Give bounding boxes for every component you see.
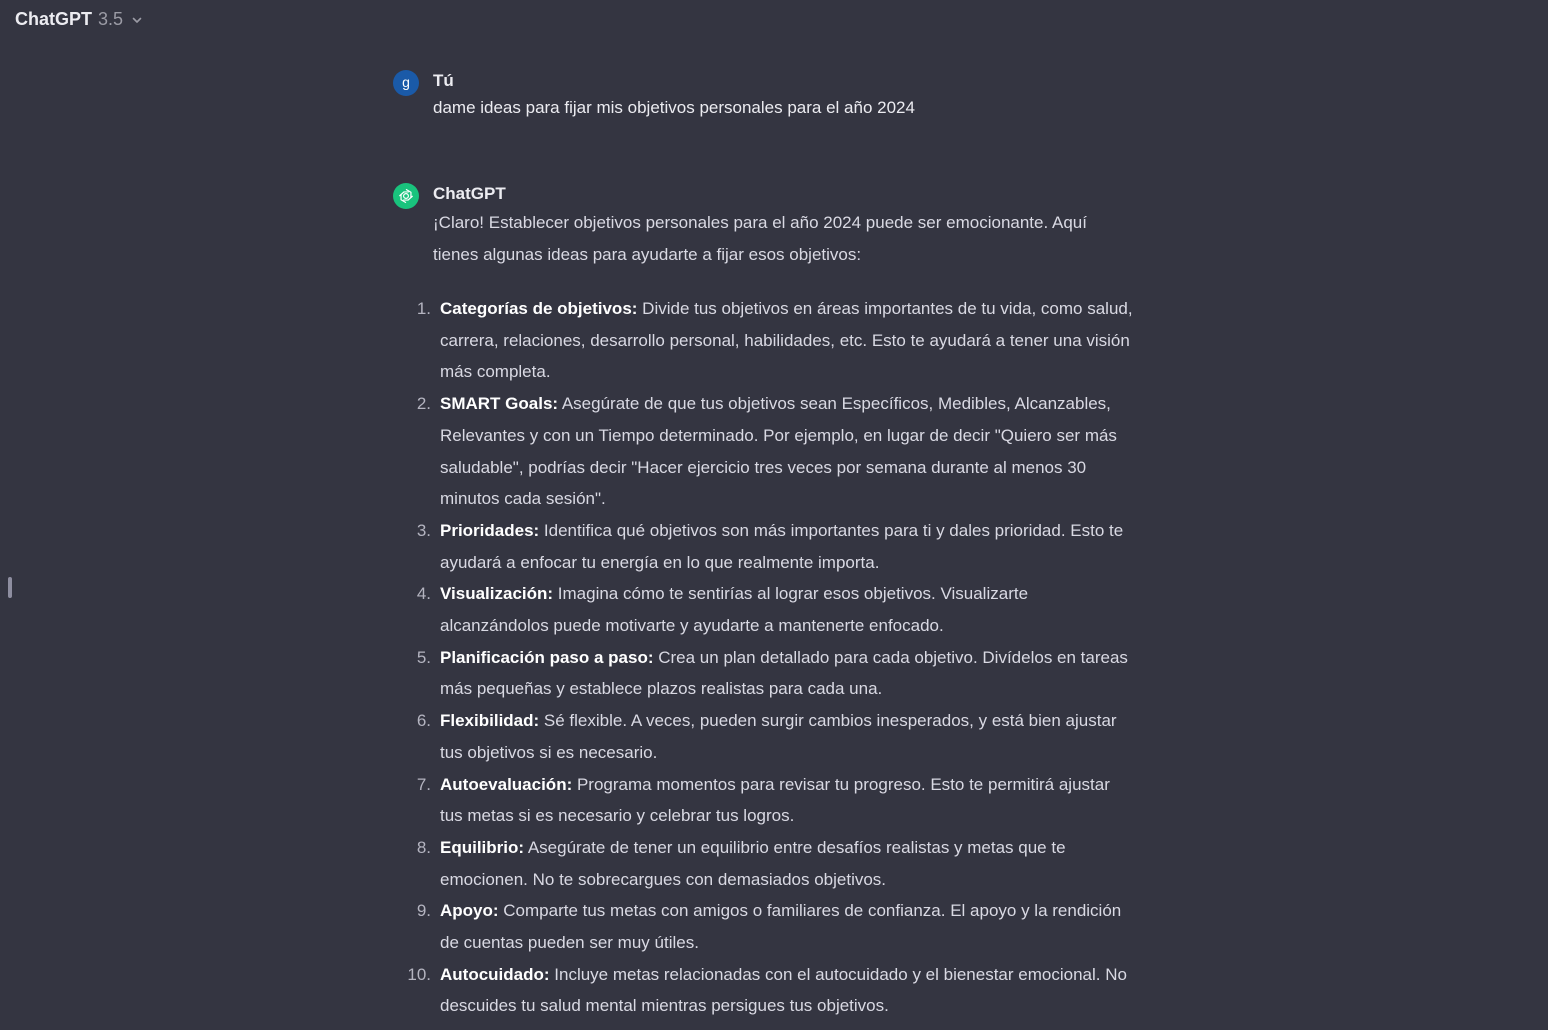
list-item-term: Autocuidado: xyxy=(440,964,550,984)
sidebar-toggle-handle[interactable] xyxy=(8,577,12,598)
list-item xyxy=(416,642,1133,705)
list-item-term: Equilibrio: xyxy=(440,837,525,857)
list-item xyxy=(416,388,1133,515)
list-item xyxy=(416,515,1133,578)
list-item-text: Sé flexible. A veces, pueden surgir cambios inesperados, y está bien ajustar tus objetivos si es necesario. xyxy=(440,711,1117,762)
list-item-text: Asegúrate de tener un equilibrio entre desafíos realistas y metas que te emocionen. No te sobrecargues con demasiados objetivos. xyxy=(440,837,1066,889)
assistant-author-name: ChatGPT xyxy=(433,184,506,203)
list-item-text: Identifica qué objetivos son más importantes para ti y dales prioridad. Esto te ayudará a enfocar tu energía en lo que realmente importa. xyxy=(440,520,1124,572)
list-item-number: 2. xyxy=(416,394,431,414)
assistant-intro-text: ¡Claro! Establecer objetivos personales para el año 2024 puede ser emocionante. Aquí tienes algunas ideas para ayudarte a fijar esos objetivos: xyxy=(433,213,1087,264)
list-item xyxy=(416,578,1133,641)
chevron-down-icon xyxy=(131,14,143,26)
list-item-text: Asegúrate de que tus objetivos sean Específicos, Medibles, Alcanzables, Relevantes y con un Tiempo determinado. Por ejemplo, en lugar de decir "Quiero ser más saludable", podrías decir "Hacer ejercicio tres veces por semana durante al menos 30 minutos cada sesión". xyxy=(440,394,1117,509)
model-name: ChatGPT xyxy=(15,9,93,29)
list-item-term: Visualización: xyxy=(440,584,554,604)
list-item-text: Divide tus objetivos en áreas importantes de tu vida, como salud, carrera, relaciones, desarrollo personal, habilidades, etc. Esto te ayudará a tener una visión más completa. xyxy=(440,299,1133,382)
model-version: 3.5 xyxy=(98,9,124,29)
list-item-text: Programa momentos para revisar tu progreso. Esto te permitirá ajustar tus metas si es necesario y celebrar tus logros. xyxy=(440,774,1110,826)
list-item-term: Flexibilidad: xyxy=(440,711,540,731)
list-item-number: 3. xyxy=(416,520,431,540)
list-item-number: 5. xyxy=(416,647,431,667)
list-item-term: Apoyo: xyxy=(440,901,499,921)
list-item xyxy=(416,293,1133,388)
list-item-number: 10. xyxy=(407,964,431,984)
list-item-number: 6. xyxy=(416,711,431,731)
user-message-text: dame ideas para fijar mis objetivos personales para el año 2024 xyxy=(433,98,915,117)
list-item-text: Imagina cómo te sentirías al lograr esos objetivos. Visualizarte alcanzándolos puede motivarte y ayudarte a mantenerte enfocado. xyxy=(440,584,1029,636)
list-item-term: Categorías de objetivos: xyxy=(440,299,638,318)
conversation-thread xyxy=(393,68,1133,1022)
model-selector[interactable] xyxy=(15,9,143,30)
list-item xyxy=(416,895,1133,958)
list-item-text: Incluye metas relacionadas con el autocuidado y el bienestar emocional. No descuides tu salud mental mientras persigues tus objetivos. xyxy=(440,964,1127,1016)
list-item-term: Prioridades: xyxy=(440,520,540,540)
list-item xyxy=(416,832,1133,895)
list-item-text: Crea un plan detallado para cada objetivo. Divídelos en tareas más pequeñas y establece plazos realistas para cada una. xyxy=(440,647,1128,699)
user-avatar: g xyxy=(393,70,419,96)
list-item-number: 9. xyxy=(416,901,431,921)
list-item-number: 1. xyxy=(416,299,431,318)
ideas-list xyxy=(407,293,1133,1022)
list-item xyxy=(416,769,1133,832)
list-item-text: Comparte tus metas con amigos o familiares de confianza. El apoyo y la rendición de cuentas pueden ser muy útiles. xyxy=(440,901,1122,953)
user-author-name: Tú xyxy=(433,71,454,90)
list-item-term: SMART Goals: xyxy=(440,394,559,414)
list-item-number: 4. xyxy=(416,584,431,604)
assistant-message xyxy=(393,182,1133,1022)
list-item-term: Autoevaluación: xyxy=(440,774,573,794)
user-message xyxy=(393,69,1133,120)
list-item xyxy=(407,959,1133,1022)
openai-logo-icon xyxy=(393,183,419,209)
list-item xyxy=(416,705,1133,768)
list-item-number: 7. xyxy=(416,774,431,794)
list-item-term: Planificación paso a paso: xyxy=(440,647,654,667)
list-item-number: 8. xyxy=(416,837,431,857)
